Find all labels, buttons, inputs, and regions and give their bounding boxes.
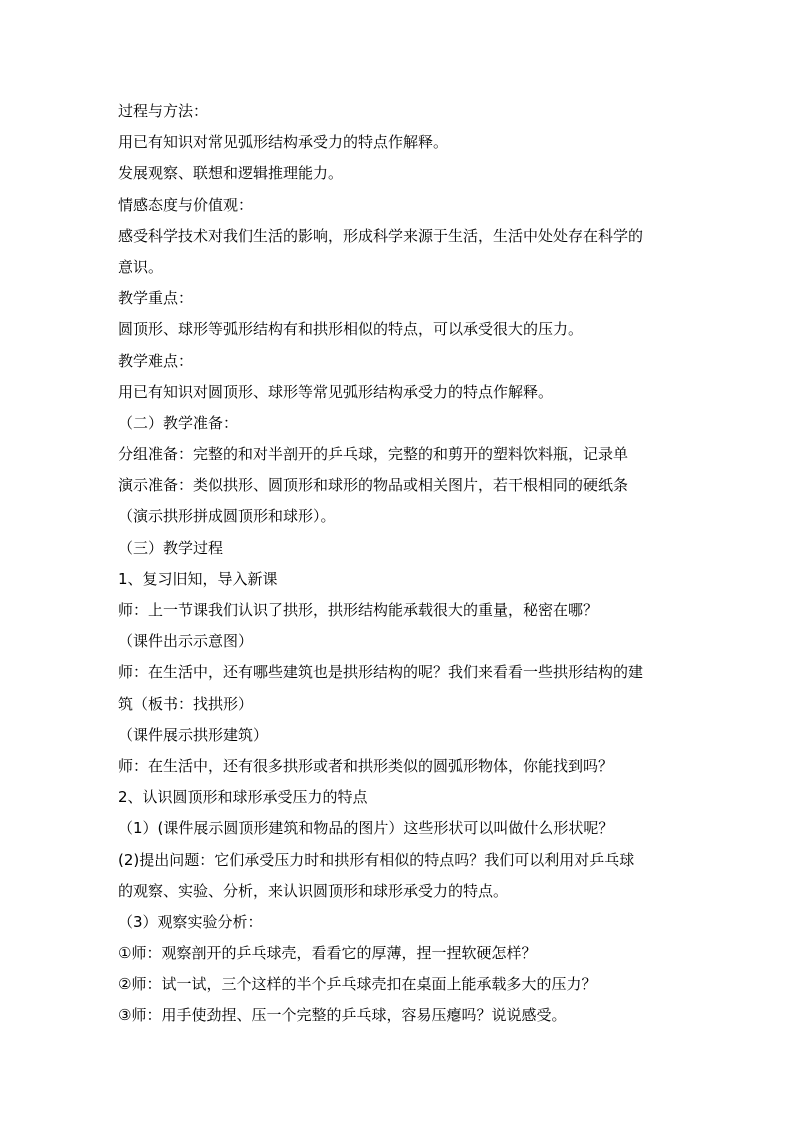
section-heading-key-points: 教学重点： [118,289,194,308]
text-line: 演示准备：类似拱形、圆顶形和球形的物品或相关图片，若干根相同的硬纸条 [118,476,629,495]
text-line: (2)提出问题：它们承受压力时和拱形有相似的特点吗？我们可以利用对乒乓球 [118,850,635,869]
text-line: 分组准备：完整的和对半剖开的乒乓球，完整的和剪开的塑料饮料瓶，记录单 [118,445,629,464]
text-line: 师：上一节课我们认识了拱形，拱形结构能承载很大的重量，秘密在哪？ [118,601,599,619]
text-line: （演示拱形拼成圆顶形和球形）。 [118,507,336,526]
subsection-heading-review: 1、复习旧知，导入新课 [118,569,278,588]
text-line: 用已有知识对常见弧形结构承受力的特点作解释。 [118,133,449,152]
text-line: 用已有知识对圆顶形、球形等常见弧形结构承受力的特点作解释。 [118,382,554,401]
text-line: 师：在生活中，还有很多拱形或者和拱形类似的圆弧形物体，你能找到吗？ [118,756,614,775]
text-line: 感受科学技术对我们生活的影响，形成科学来源于生活，生活中处处存在科学的 [118,226,644,245]
text-line: ①师：观察剖开的乒乓球壳，看看它的厚薄，捏一捏软硬怎样？ [118,944,537,963]
text-line: 师：在生活中，还有哪些建筑也是拱形结构的呢？我们来看看一些拱形结构的建 [118,663,644,682]
text-line: （3）观察实验分析： [118,912,263,931]
text-line: 发展观察、联想和逻辑推理能力。 [118,164,344,183]
text-line: （课件出示示意图） [118,632,254,651]
document-body [118,96,678,1032]
section-heading-teaching-process: （三）教学过程 [118,538,224,557]
subsection-heading-dome-sphere: 2、认识圆顶形和球形承受压力的特点 [118,788,368,807]
text-line: 圆顶形、球形等弧形结构有和拱形相似的特点，可以承受很大的压力。 [118,320,584,339]
text-line: ②师：试一试，三个这样的半个乒乓球壳扣在桌面上能承载多大的压力？ [118,975,597,994]
text-line: ③师：用手使劲捏、压一个完整的乒乓球，容易压瘪吗？说说感受。 [118,1006,567,1025]
section-heading-process-methods: 过程与方法： [118,102,209,120]
text-line: （1）(课件展示圆顶形建筑和物品的图片）这些形状可以叫做什么形状呢？ [118,819,614,838]
text-line: 意识。 [118,257,164,276]
text-line: 的观察、实验、分析，来认识圆顶形和球形承受力的特点。 [118,881,509,900]
text-line: 筑（板书：找拱形） [118,694,254,713]
section-heading-emotion-values: 情感态度与价值观： [118,195,254,214]
section-heading-difficulties: 教学难点： [118,351,194,370]
text-line: （课件展示拱形建筑） [118,725,269,744]
section-heading-preparation: （二）教学准备： [118,413,239,432]
